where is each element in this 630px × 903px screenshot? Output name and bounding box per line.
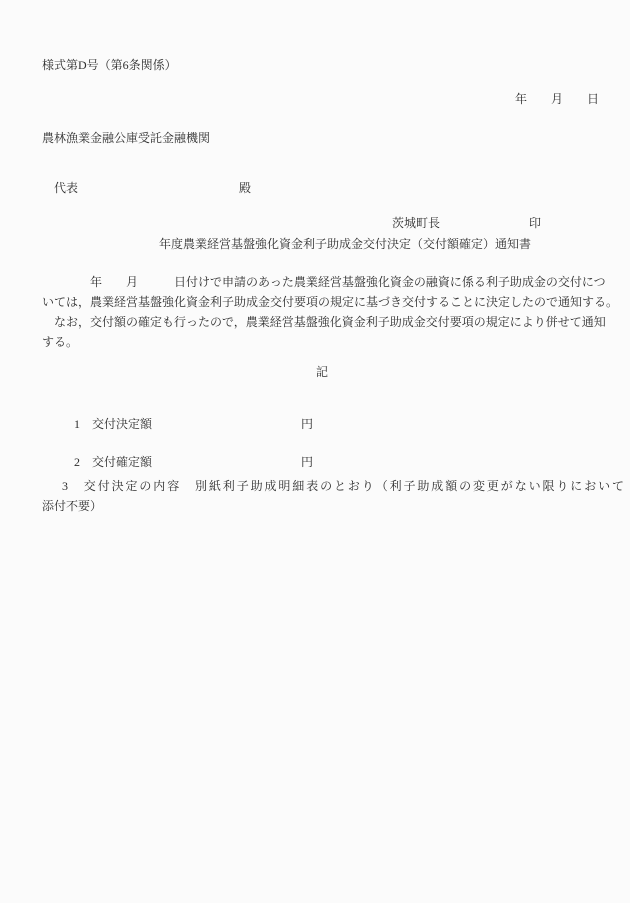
addressee-representative: 代表 — [54, 181, 79, 195]
honorific-dono: 殿 — [239, 181, 252, 195]
date-blank-line: 年 月 日 — [514, 92, 599, 106]
item-3-line-2: 添付不要） — [42, 499, 103, 513]
item-2-unit-yen: 円 — [301, 455, 314, 469]
item-2-label: 交付確定額 — [92, 455, 153, 469]
body-paragraph — [42, 272, 620, 352]
body-line-2: いては，農業経営基盤強化資金利子助成金交付要項の規定に基づき交付することに決定したので通知する。 — [42, 295, 619, 309]
item-2-number: 2 — [74, 455, 80, 469]
body-line-3: なお，交付額の確定も行ったので，農業経営基盤強化資金利子助成金交付要項の規定により併せて通知 — [42, 315, 606, 329]
body-line-4: する。 — [42, 335, 79, 349]
item-1-unit-yen: 円 — [301, 417, 314, 431]
issuer-name: 茨城町長 — [392, 216, 441, 230]
body-line-1: 年 月 日付けで申請のあった農業経営基盤強化資金の融資に係る利子助成金の交付につ — [42, 275, 606, 289]
item-3-line-1: 3 交付決定の内容 別紙利子助成明細表のとおり（利子助成額の変更がない限りにおいて — [62, 479, 626, 493]
ki-heading: 記 — [315, 365, 328, 379]
form-number: 様式第D号（第6条関係） — [42, 58, 177, 72]
item-3-row — [42, 476, 626, 516]
addressee-row — [42, 164, 251, 211]
item-1-number: 1 — [74, 417, 80, 431]
seal-mark: 印 — [529, 216, 542, 230]
document-title: 年度農業経営基盤強化資金利子助成金交付決定（交付額確定）通知書 — [159, 237, 532, 251]
addressee-organization: 農林漁業金融公庫受託金融機関 — [42, 131, 211, 145]
item-1-label: 交付決定額 — [92, 417, 153, 431]
